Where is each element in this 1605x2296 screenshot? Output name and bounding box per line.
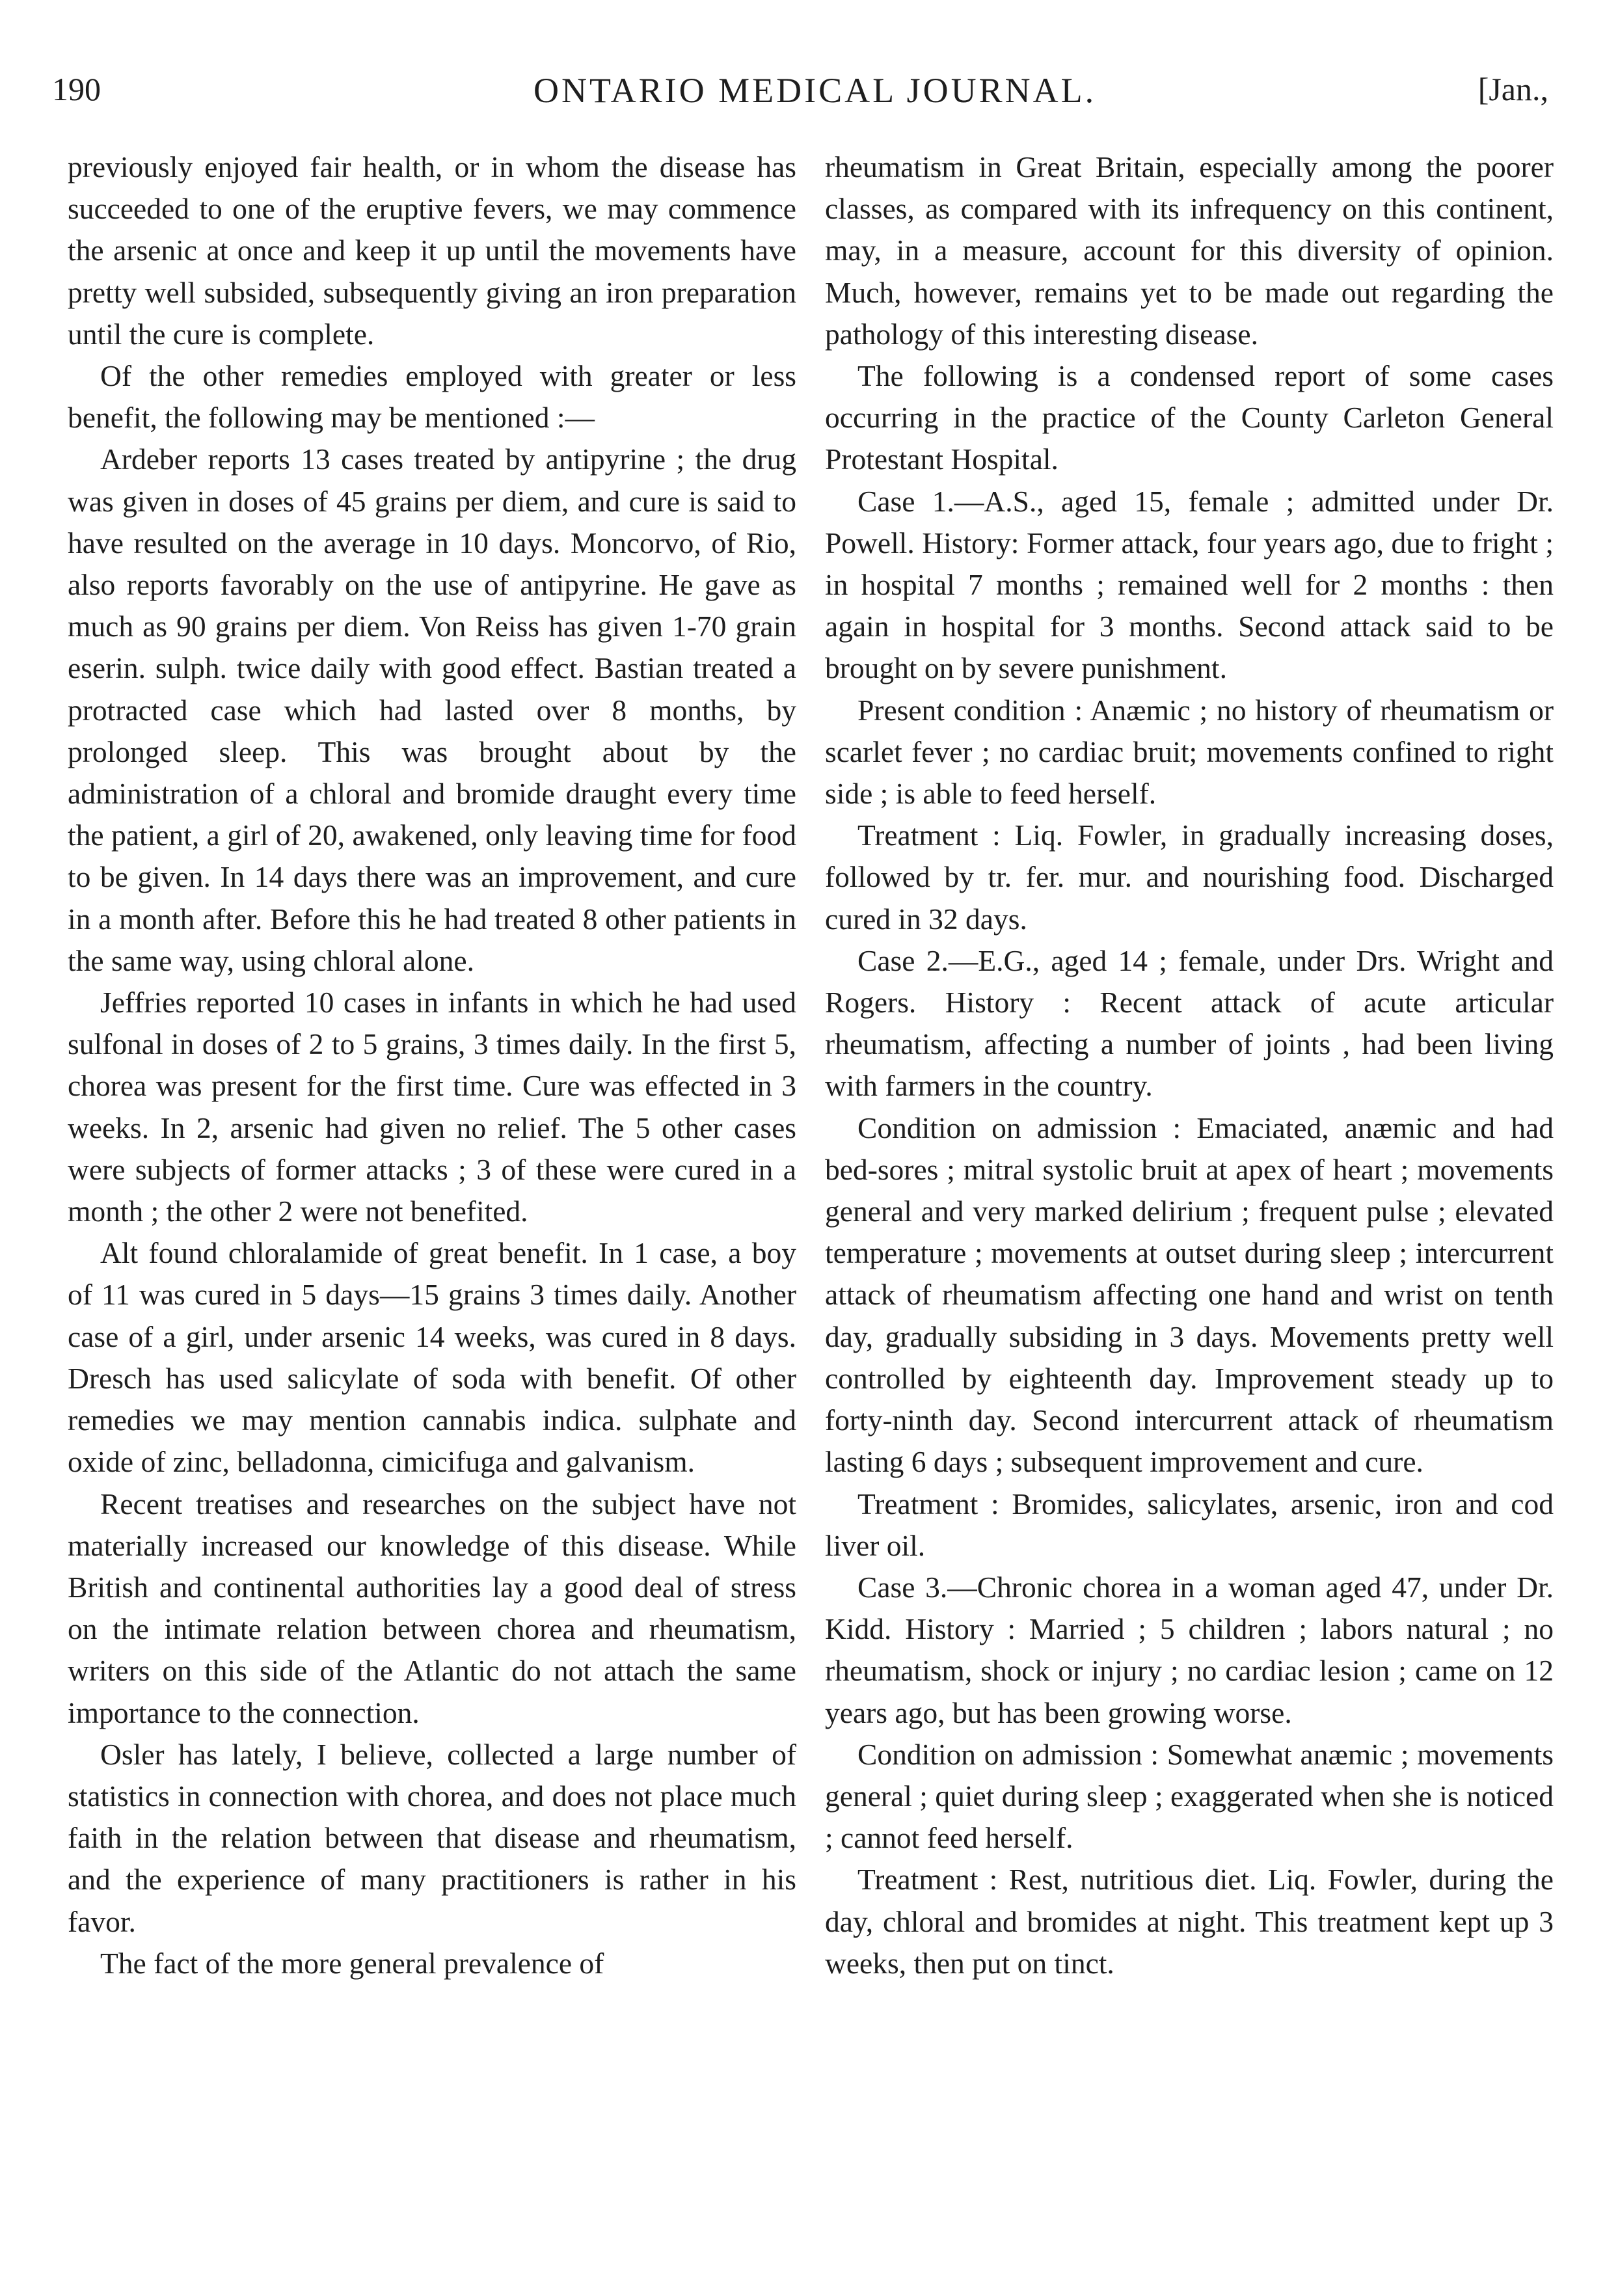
paragraph-case-1-treatment: Treatment : Liq. Fowler, in gradually increasing doses, followed by tr. fer. mur. and nourishing food. Discharged cured in 32 days. — [825, 818, 1554, 936]
paragraph-case-2-condition: Condition on admission : Emaciated, anæmic and had bed-sores ; mitral systolic bruit at apex of heart ; movements general and very marked delirium ; frequent pulse ; elevated temperature ; movements at outset during sleep ; intercurrent attack of rheumatism affecting one hand and wrist on tenth day, gradually subsiding in 3 days. Movements pretty well controlled by eighteenth day. Improvement steady up to forty-ninth day. Second intercurrent attack of rheumatism lasting 6 days ; subsequent improvement and cure. — [825, 1111, 1554, 1479]
paragraph-case-1-condition: Present condition : Anæmic ; no history of rheumatism or scarlet fever ; no cardiac bruit; movements confined to right side ; is able to feed herself. — [825, 693, 1554, 811]
paragraph-prevalence: The fact of the more general prevalence of — [100, 1946, 604, 1980]
paragraph-antipyrine: Ardeber reports 13 cases treated by antipyrine ; the drug was given in doses of 45 grains per diem, and cure is said to have resulted on the average in 10 days. Moncorvo, of Rio, also reports favorably on the use of antipyrine. He gave as much as 90 grains per diem. Von Reiss has given 1-70 grain eserin. sulph. twice daily with good effect. Bastian treated a protracted case which had lasted over 8 months, by prolonged sleep. This was brought about by the administration of a chloral and bromide draught every time the patient, a girl of 20, awakened, only leaving time for food to be given. In 14 days there was an improvement, and cure in a month after. Before this he had treated 8 other patients in the same way, using chloral alone. — [68, 442, 796, 977]
paragraph-case-3-treatment: Treatment : Rest, nutritious diet. Liq. Fowler, during the day, chloral and bromides at night. This treatment kept up 3 weeks, then put on tinct. — [825, 1863, 1554, 1980]
paragraph-osler: Osler has lately, I believe, collected a large number of statistics in connection with chorea, and does not place much faith in the relation between that disease and rheumatism, and the experience of many practitioners is rather in his favor. — [68, 1737, 796, 1938]
paragraph-recent-treatises: Recent treatises and researches on the subject have not materially increased our knowledge of this disease. While British and continental authorities lay a good deal of stress on the intimate relation between chorea and rheumatism, writers on this side of the Atlantic do not attach the same importance to the connection. — [68, 1487, 796, 1729]
paragraph-case-2-treatment: Treatment : Bromides, salicylates, arsenic, iron and cod liver oil. — [825, 1487, 1554, 1562]
left-column — [68, 146, 796, 1984]
page-number: 190 — [52, 71, 101, 107]
paragraph-chloralamide: Alt found chloralamide of great benefit. In 1 case, a boy of 11 was cured in 5 days—15 grains 3 times daily. Another case of a girl, under arsenic 14 weeks, was cured in 8 days. Dresch has used salicylate of soda with benefit. Of other remedies we may mention cannabis indica. sulphate and oxide of zinc, belladonna, cimicifuga and galvanism. — [68, 1236, 796, 1479]
paragraph-sulfonal: Jeffries reported 10 cases in infants in which he had used sulfonal in doses of 2 to 5 grains, 3 times daily. In the first 5, chorea was present for the first time. Cure was effected in 3 weeks. In 2, arsenic had given no relief. The 5 other cases were subjects of former attacks ; 3 of these were cured in a month ; the other 2 were not benefited. — [68, 986, 796, 1228]
paragraph-prevalence-continuation: rheumatism in Great Britain, especially among the poorer classes, as compared with its infrequency on this continent, may, in a measure, account for this diversity of opinion. Much, however, remains yet to be made out regarding the pathology of this interesting disease. — [825, 150, 1554, 351]
journal-title: ONTARIO MEDICAL JOURNAL. — [533, 71, 1097, 110]
paragraph-case-3-condition: Condition on admission : Somewhat anæmic ; movements general ; quiet during sleep ; exaggerated when she is noticed ; cannot feed herself. — [825, 1737, 1554, 1855]
paragraph-arsenic-continuation: previously enjoyed fair health, or in whom the disease has succeeded to one of the eruptive fevers, we may commence the arsenic at once and keep it up until the movements have pretty well subsided, subsequently giving an iron preparation until the cure is complete. — [68, 150, 796, 351]
issue-month: [Jan., — [1477, 71, 1548, 107]
paragraph-report-intro: The following is a condensed report of some cases occurring in the practice of the County Carleton General Protestant Hospital. — [825, 359, 1554, 476]
running-head — [52, 70, 1548, 122]
paragraph-case-1: Case 1.—A.S., aged 15, female ; admitted under Dr. Powell. History: Former attack, four years ago, due to fright ; in hospital 7 months ; remained well for 2 months : then again in hospital for 3 months. Second attack said to be brought on by severe punishment. — [825, 484, 1554, 685]
paragraph-case-2: Case 2.—E.G., aged 14 ; female, under Drs. Wright and Rogers. History : Recent attack of acute articular rheumatism, affecting a number of joints , had been living with farmers in the country. — [825, 943, 1554, 1103]
paragraph-case-3: Case 3.—Chronic chorea in a woman aged 47, under Dr. Kidd. History : Married ; 5 children ; labors natural ; no rheumatism, shock or injury ; no cardiac lesion ; came on 12 years ago, but has been growing worse. — [825, 1570, 1554, 1729]
paragraph-other-remedies: Of the other remedies employed with greater or less benefit, the following may be mentioned :— — [68, 359, 796, 435]
right-column — [825, 146, 1554, 1984]
